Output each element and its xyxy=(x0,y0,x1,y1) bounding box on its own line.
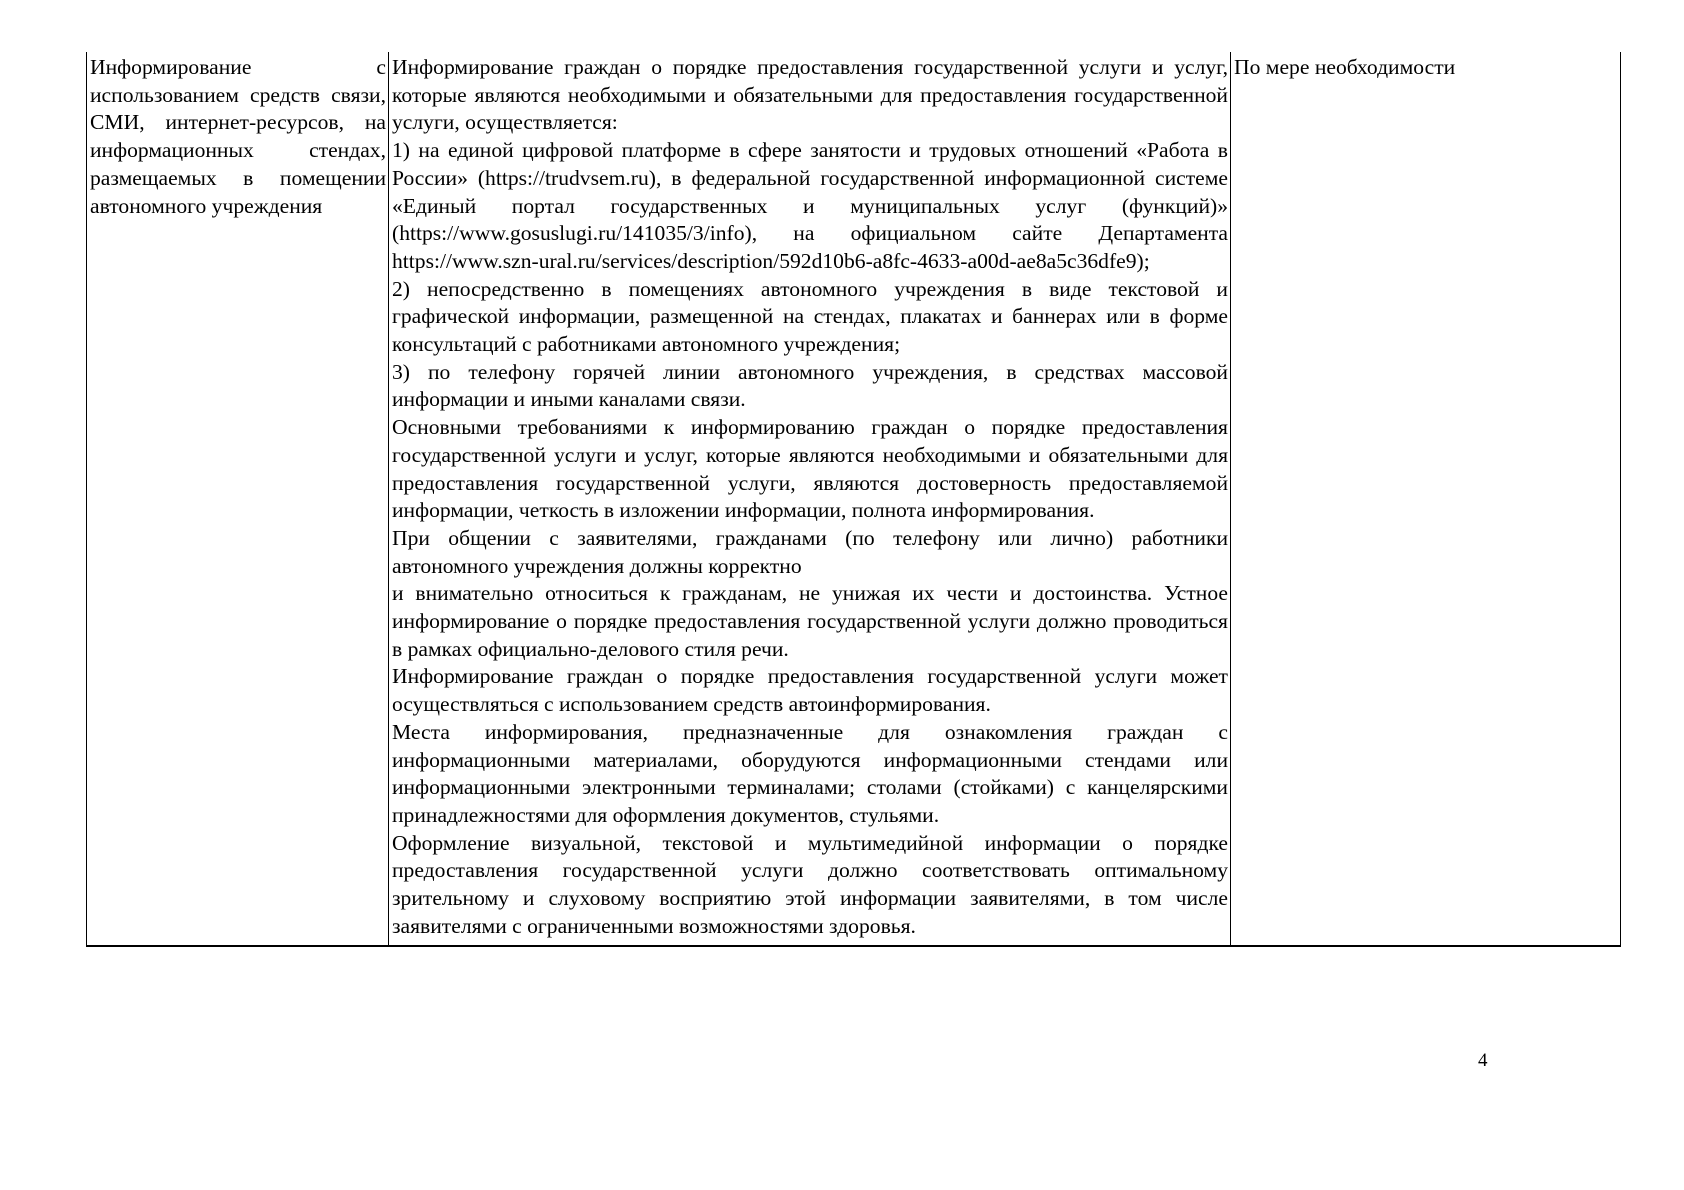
channel-cell xyxy=(87,52,389,946)
content-paragraph: Основными требованиями к информированию граждан о порядке предоставления государственной услуги и услуг, которые являются необходимыми и обязательными для предоставления государственной услуги, являются достоверность предоставляемой информации, четкость в изложении информации, полнота информирования. xyxy=(392,415,1228,523)
content-paragraph: и внимательно относиться к гражданам, не унижая их чести и достоинства. Устное информирование о порядке предоставления государственной услуги должно проводиться в рамках официально-делового стиля речи. xyxy=(392,581,1228,661)
table-row xyxy=(87,52,1621,946)
timing-text: По мере необходимости xyxy=(1234,55,1456,79)
document-table xyxy=(86,52,1621,947)
content-paragraph: При общении с заявителями, гражданами (по телефону или лично) работники автономного учреждения должны корректно xyxy=(392,525,1228,578)
page-number: 4 xyxy=(1478,1050,1488,1071)
timing-cell xyxy=(1231,52,1621,946)
content-paragraph: Информирование граждан о порядке предоставления государственной услуги может осуществляться с использованием средств автоинформирования. xyxy=(392,664,1228,717)
content-paragraph: 3) по телефону горячей линии автономного учреждения, в средствах массовой информации и иными каналами связи. xyxy=(392,359,1228,412)
content-paragraph: Информирование граждан о порядке предоставления государственной услуги и услуг, которые являются необходимыми и обязательными для предоставления государственной услуги, осуществляется: xyxy=(392,55,1228,135)
channel-text: Информирование с использованием средств связи, СМИ, интернет-ресурсов, на информационных стендах, размещаемых в помещении автономного учреждения xyxy=(90,55,386,218)
content-paragraph: 1) на единой цифровой платформе в сфере занятости и трудовых отношений «Работа в России» (https://trudvsem.ru), в федеральной государственной информационной системе «Единый портал государственных и муниципальных услуг (функций)» (https://www.gosuslugi.ru/141035/3/info), на официальном сайте Департамента https://www.szn-ural.ru/services/description/592d10b6-a8fc-4633-a00d-ae8a5c36dfe9); xyxy=(392,138,1228,273)
content-paragraph: Места информирования, предназначенные для ознакомления граждан с информационными материалами, оборудуются информационными стендами или информационными электронными терминалами; столами (стойками) с канцелярскими принадлежностями для оформления документов, стульями. xyxy=(392,719,1228,827)
content-paragraph: 2) непосредственно в помещениях автономного учреждения в виде текстовой и графической информации, размещенной на стендах, плакатах и баннерах или в форме консультаций с работниками автономного учреждения; xyxy=(392,276,1228,357)
content-paragraph: Оформление визуальной, текстовой и мультимедийной информации о порядке предоставления государственной услуги должно соответствовать оптимальному зрительному и слуховому восприятию этой информации заявителями, в том числе заявителями с ограниченными возможностями здоровья. xyxy=(392,830,1228,938)
content-cell xyxy=(389,52,1231,946)
